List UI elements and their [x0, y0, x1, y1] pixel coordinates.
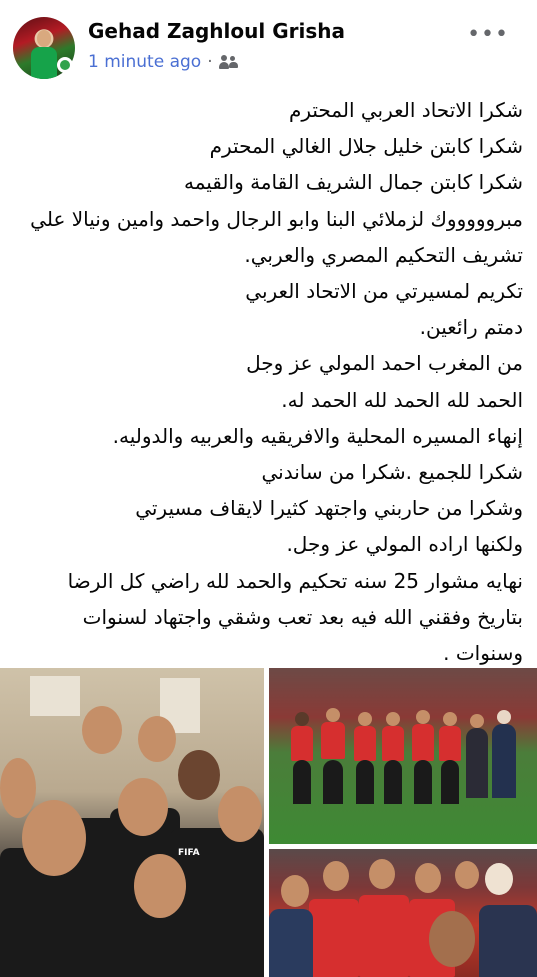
friends-icon[interactable]	[219, 55, 239, 69]
photo-grid	[0, 668, 537, 977]
photo-selfie-referees[interactable]: FIFA	[0, 668, 264, 977]
more-options-icon[interactable]: •••	[467, 22, 509, 47]
post-header	[0, 0, 537, 90]
author-name[interactable]: Gehad Zaghloul Grisha	[88, 19, 345, 43]
post-text-line: شكرا للجميع .شكرا من ساندني	[261, 460, 523, 485]
post-text-line: تشريف التحكيم المصري والعربي.	[244, 242, 523, 267]
post-text-line: نهايه مشوار 25 سنه تحكيم والحمد لله راضي كل الرضا	[67, 568, 523, 593]
post-body	[11, 92, 523, 671]
online-status-indicator	[57, 57, 73, 73]
post-text-line: من المغرب احمد المولي عز وجل	[246, 351, 523, 376]
post-text-line: مبروووووك لزملائي البنا وابو الرجال واحمد وامين ونيالا علي	[30, 206, 523, 231]
photo-referees-pitch[interactable]	[269, 668, 537, 844]
post-timestamp[interactable]: 1 minute ago	[88, 52, 202, 72]
post-text-line: تكريم لمسيرتي من الاتحاد العربي	[245, 279, 523, 304]
post-text-line: دمتم رائعين.	[419, 315, 523, 340]
post-text-line: وسنوات .	[443, 641, 523, 666]
post-text-line: بتاريخ وفقني الله فيه بعد تعب وشقي واجتهاد لسنوات	[82, 604, 523, 629]
photo-referees-group[interactable]	[269, 849, 537, 977]
post-text-line: شكرا الاتحاد العربي المحترم	[288, 98, 523, 122]
post-text-line: شكرا كابتن جمال الشريف القامة والقيمه	[183, 170, 523, 195]
post-text-line: وشكرا من حاربني واجتهد كثيرا لايقاف مسيرتي	[135, 496, 523, 521]
post-text-line: الحمد لله الحمد لله الحمد له.	[281, 387, 523, 412]
post-text-line: إنهاء المسيره المحلية والافريقيه والعربيه والدوليه.	[112, 423, 523, 448]
post-meta: 1 minute ago ·	[88, 52, 239, 72]
post-text-line: ولكنها اراده المولي عز وجل.	[286, 532, 523, 557]
post-text-line: شكرا كابتن خليل جلال الغالي المحترم	[209, 134, 523, 159]
